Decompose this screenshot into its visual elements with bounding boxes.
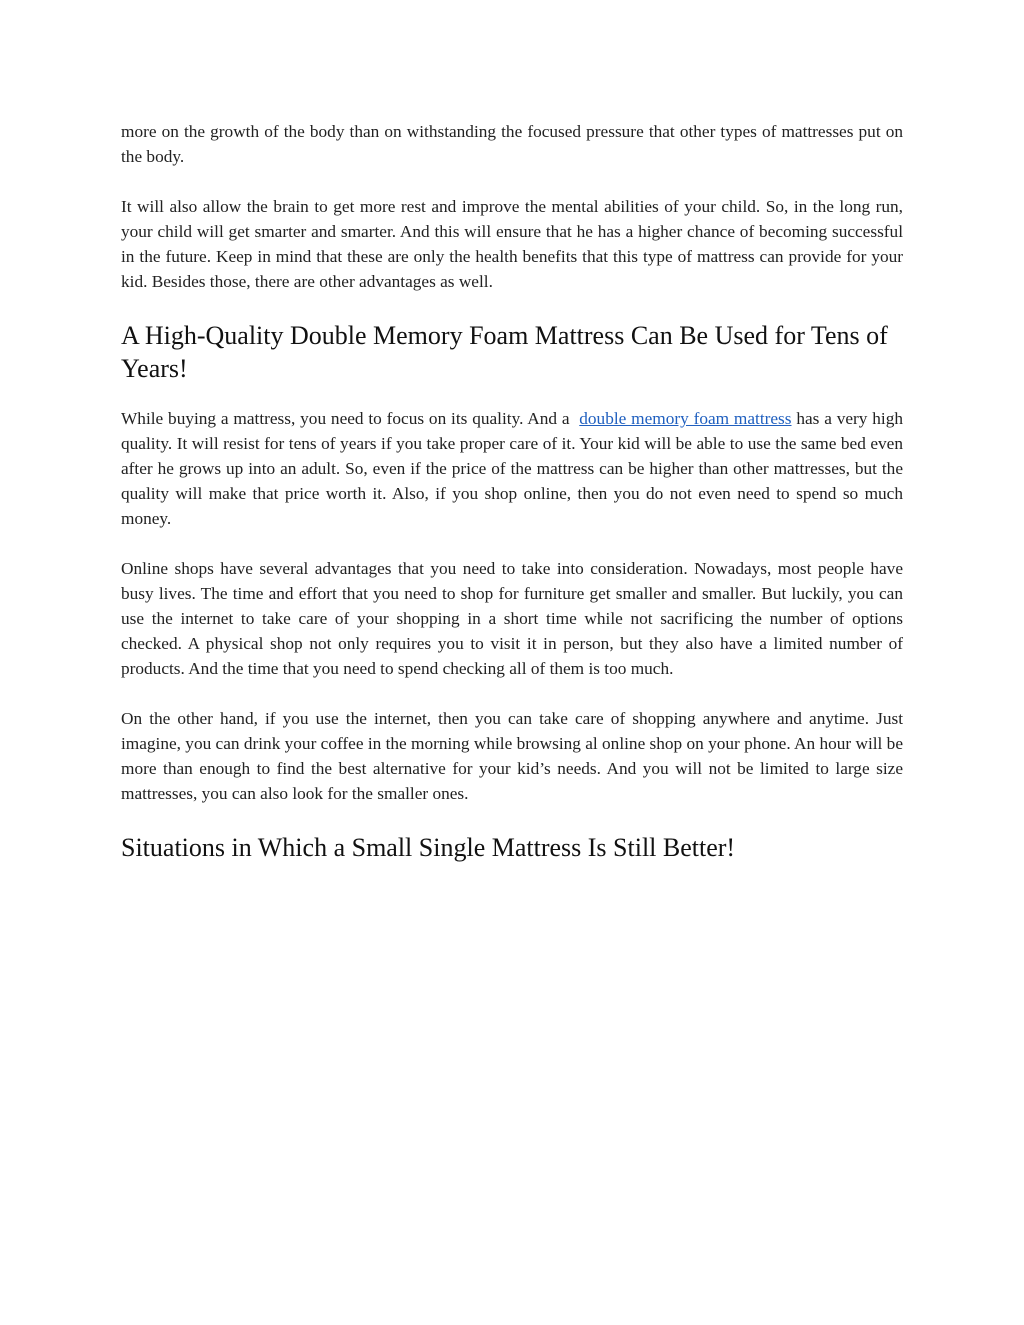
paragraph-3-text-after: has a very high quality. It will resist for tens of years if you take proper care of it. Your kid will be able to use the same bed even after he grows up into an adult. So, even if the price of the mattress can be higher than other mattresses, but the quality will make that price worth it. Also, if you shop online, then you do not even need to spend so much money. — [121, 409, 904, 528]
section-heading-2: Situations in Which a Small Single Mattress Is Still Better! — [121, 833, 736, 862]
paragraph-5: On the other hand, if you use the internet, then you can take care of shopping anywhere and anytime. Just imagine, you can drink your coffee in the morning while browsing al online shop on your phone. An hour will be more than enough to find the best alternative for your kid’s needs. And you will not be limited to large size mattresses, you can also look for the smaller ones. — [121, 709, 903, 803]
paragraph-2: It will also allow the brain to get more rest and improve the mental abilities of your child. So, in the long run, your child will get smarter and smarter. And this will ensure that he has a higher chance of becoming successful in the future. Keep in mind that these are only the health benefits that this type of mattress can provide for your kid. Besides those, there are other advantages as well. — [121, 197, 903, 291]
section-heading-1: A High-Quality Double Memory Foam Mattress Can Be Used for Tens of Years! — [121, 321, 888, 383]
paragraph-3 — [121, 406, 903, 531]
double-memory-foam-mattress-link[interactable]: double memory foam mattress — [579, 409, 792, 428]
document-page — [121, 119, 903, 864]
paragraph-1: more on the growth of the body than on withstanding the focused pressure that other types of mattresses put on the body. — [121, 122, 903, 166]
paragraph-3-text-before: While buying a mattress, you need to focus on its quality. And a — [121, 409, 570, 428]
paragraph-4: Online shops have several advantages that you need to take into consideration. Nowadays, most people have busy lives. The time and effort that you need to shop for furniture get smaller and smaller. But luckily, you can use the internet to take care of your shopping in a short time while not sacrificing the number of options checked. A physical shop not only requires you to visit it in person, but they also have a limited number of products. And the time that you need to spend checking all of them is too much. — [121, 559, 903, 678]
